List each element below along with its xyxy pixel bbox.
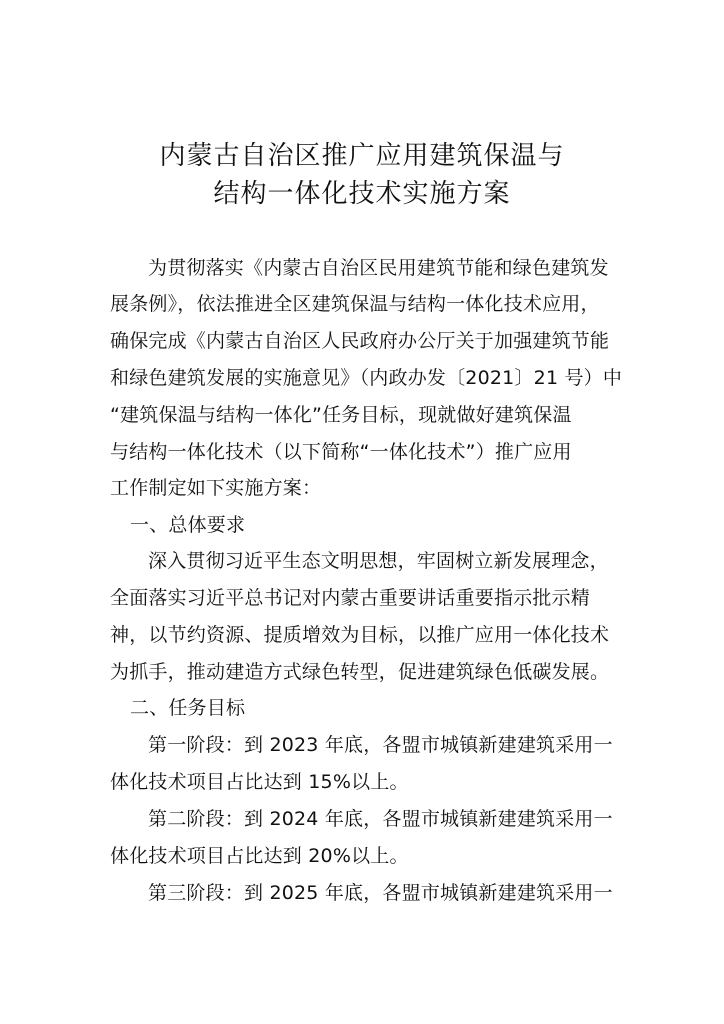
document-title-line-1: 内蒙古自治区推广应用建筑保温与 (159, 141, 565, 171)
paragraph-line: 为贯彻落实《内蒙古自治区民用建筑节能和绿色建筑发 (148, 257, 609, 279)
paragraph-line: 与结构一体化技术（以下简称“一体化技术”）推广应用 (110, 441, 572, 463)
paragraph-line: 第一阶段：到 2023 年底，各盟市城镇新建建筑采用一 (148, 734, 613, 756)
section-heading-general-requirements: 一、总体要求 (130, 514, 246, 536)
paragraph-line: 体化技术项目占比达到 15%以上。 (110, 771, 409, 793)
paragraph-line: 体化技术项目占比达到 20%以上。 (110, 845, 409, 867)
section-heading-task-goals: 二、任务目标 (130, 697, 246, 719)
paragraph-line: “建筑保温与结构一体化”任务目标，现就做好建筑保温 (110, 404, 572, 426)
document-title-line-2: 结构一体化技术实施方案 (213, 179, 511, 209)
paragraph-line: 第二阶段：到 2024 年底，各盟市城镇新建建筑采用一 (148, 808, 613, 830)
paragraph-line: 工作制定如下实施方案： (110, 477, 322, 499)
paragraph-line: 第三阶段：到 2025 年底，各盟市城镇新建建筑采用一 (148, 882, 613, 904)
paragraph-line: 和绿色建筑发展的实施意见》（内政办发〔2021〕21 号）中 (110, 367, 623, 389)
paragraph-line: 神，以节约资源、提质增效为目标，以推广应用一体化技术 (110, 624, 610, 646)
paragraph-line: 确保完成《内蒙古自治区人民政府办公厅关于加强建筑节能 (110, 330, 610, 352)
paragraph-line: 全面落实习近平总书记对内蒙古重要讲话重要指示批示精 (110, 587, 591, 609)
paragraph-line: 为抓手，推动建造方式绿色转型，促进建筑绿色低碳发展。 (110, 661, 610, 683)
paragraph-line: 深入贯彻习近平生态文明思想，牢固树立新发展理念， (148, 550, 609, 572)
paragraph-line: 展条例》，依法推进全区建筑保温与结构一体化技术应用， (110, 293, 600, 315)
